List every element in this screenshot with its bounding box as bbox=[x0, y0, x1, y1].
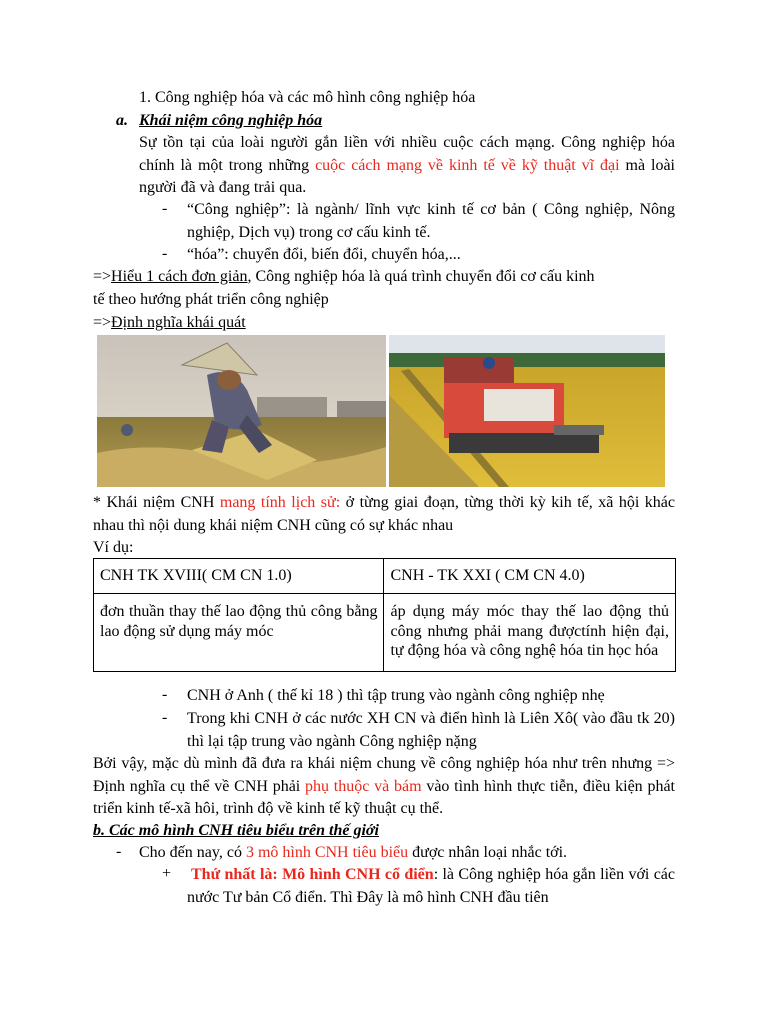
bullet-dash: - bbox=[162, 709, 168, 726]
bullet-cnh-anh: CNH ở Anh ( thế kỉ 18 ) thì tập trung vào ngành công nghiệp nhẹ bbox=[187, 687, 605, 704]
highlight-revolution: cuộc cách mạng về kinh tế về kỹ thuật vĩ đại bbox=[315, 156, 620, 174]
bullet-hoa: “hóa”: chuyển đổi, biến đổi, chuyển hóa,... bbox=[187, 246, 461, 263]
table-header-cnh-18: CNH TK XVIII( CM CN 1.0) bbox=[94, 559, 384, 594]
bullet-lien-xo: Trong khi CNH ở các nước XH CN và điển hình là Liên Xô( vào đầu tk 20) thì lại tập trung vào ngành Công nghiệp nặng bbox=[187, 710, 675, 750]
section-a-title: Khái niệm công nghiệp hóa bbox=[139, 112, 323, 129]
bullet-cong-nghiep: “Công nghiệp”: là ngành/ lĩnh vực kinh tế cơ bản ( Công nghiệp, Nông nghiệp, Dịch vụ) trong cơ cấu kinh tế. bbox=[187, 201, 675, 241]
section-a-marker: a. bbox=[116, 112, 128, 129]
conclusion-line-2: tế theo hướng phát triển công nghiệp bbox=[93, 291, 329, 308]
plus-marker: + bbox=[162, 865, 172, 882]
table-header-cnh-21: CNH - TK XXI ( CM CN 4.0) bbox=[384, 559, 676, 594]
comparison-table bbox=[93, 558, 676, 672]
table-cell-cnh-21: áp dụng máy móc thay thế lao động thủ công nhưng phải mang đượctính hiện đại, tự động hóa và công nghệ hóa tin học hóa bbox=[384, 594, 676, 672]
paragraph-because: Bởi vậy, mặc dù mình đã đưa ra khái niệm chung về công nghiệp hóa như trên nhưng => Định nghĩa cụ thể về CNH phải phụ thuộc và bám vào tình hình thực tiễn, điều kiện phát triển kinh tế-xã hôi, trình độ về kinh tế kỹ thuật cụ thể. bbox=[93, 755, 675, 817]
table-row bbox=[94, 594, 676, 672]
bullet-dash: - bbox=[162, 200, 168, 217]
depend-highlight: phụ thuộc và bám bbox=[305, 777, 427, 795]
historical-highlight: mang tính lịch sử: bbox=[219, 494, 341, 511]
concept-paragraph: * Khái niệm CNH mang tính lịch sử: ở từng giai đoạn, từng thời kỳ kih tế, xã hội khác nhau thì nội dung khái niệm CNH cũng có sự khác nhau bbox=[93, 494, 676, 534]
general-definition-link: Định nghĩa khái quát bbox=[111, 314, 246, 331]
simple-understanding-link: Hiểu 1 cách đơn giản bbox=[111, 268, 248, 285]
section-heading-1: 1. Công nghiệp hóa và các mô hình công nghiệp hóa bbox=[139, 89, 476, 106]
definition-line: =>Định nghĩa khái quát bbox=[93, 314, 246, 331]
machine-harvest-photo bbox=[389, 335, 665, 487]
conclusion-line-1: =>Hiểu 1 cách đơn giản, Công nghiệp hóa là quá trình chuyển đổi cơ cấu kinh bbox=[93, 268, 595, 285]
bullet-dash: - bbox=[116, 843, 122, 860]
three-models-highlight: 3 mô hình CNH tiêu biểu bbox=[245, 844, 409, 861]
classic-model-highlight: Thứ nhất là: Mô hình CNH cổ điển bbox=[191, 866, 434, 883]
bullet-dash: - bbox=[162, 245, 168, 262]
bullet-three-models: Cho đến nay, có 3 mô hình CNH tiêu biểu được nhân loại nhắc tới. bbox=[139, 844, 568, 861]
bullet-dash: - bbox=[162, 686, 168, 703]
example-label: Ví dụ: bbox=[93, 539, 134, 556]
table-header-row bbox=[94, 559, 676, 594]
table-cell-cnh-18: đơn thuần thay thế lao động thủ công bằng lao động sử dụng máy móc bbox=[94, 594, 384, 672]
classic-model-paragraph: Thứ nhất là: Mô hình CNH cổ điển: là Công nghiệp hóa gắn liền với các nước Tư bản Cổ điển. Thì Đây là mô hình CNH đầu tiên bbox=[187, 866, 676, 906]
section-b-title: b. Các mô hình CNH tiêu biểu trên thế giới bbox=[93, 822, 379, 839]
paragraph-intro: Sự tồn tại của loài người gắn liền với nhiều cuộc cách mạng. Công nghiệp hóa chính là một trong những cuộc cách mạng về kinh tế về kỹ thuật vĩ đại mà loài người đã và đang trải qua. bbox=[139, 134, 676, 196]
manual-harvest-photo bbox=[97, 335, 386, 487]
